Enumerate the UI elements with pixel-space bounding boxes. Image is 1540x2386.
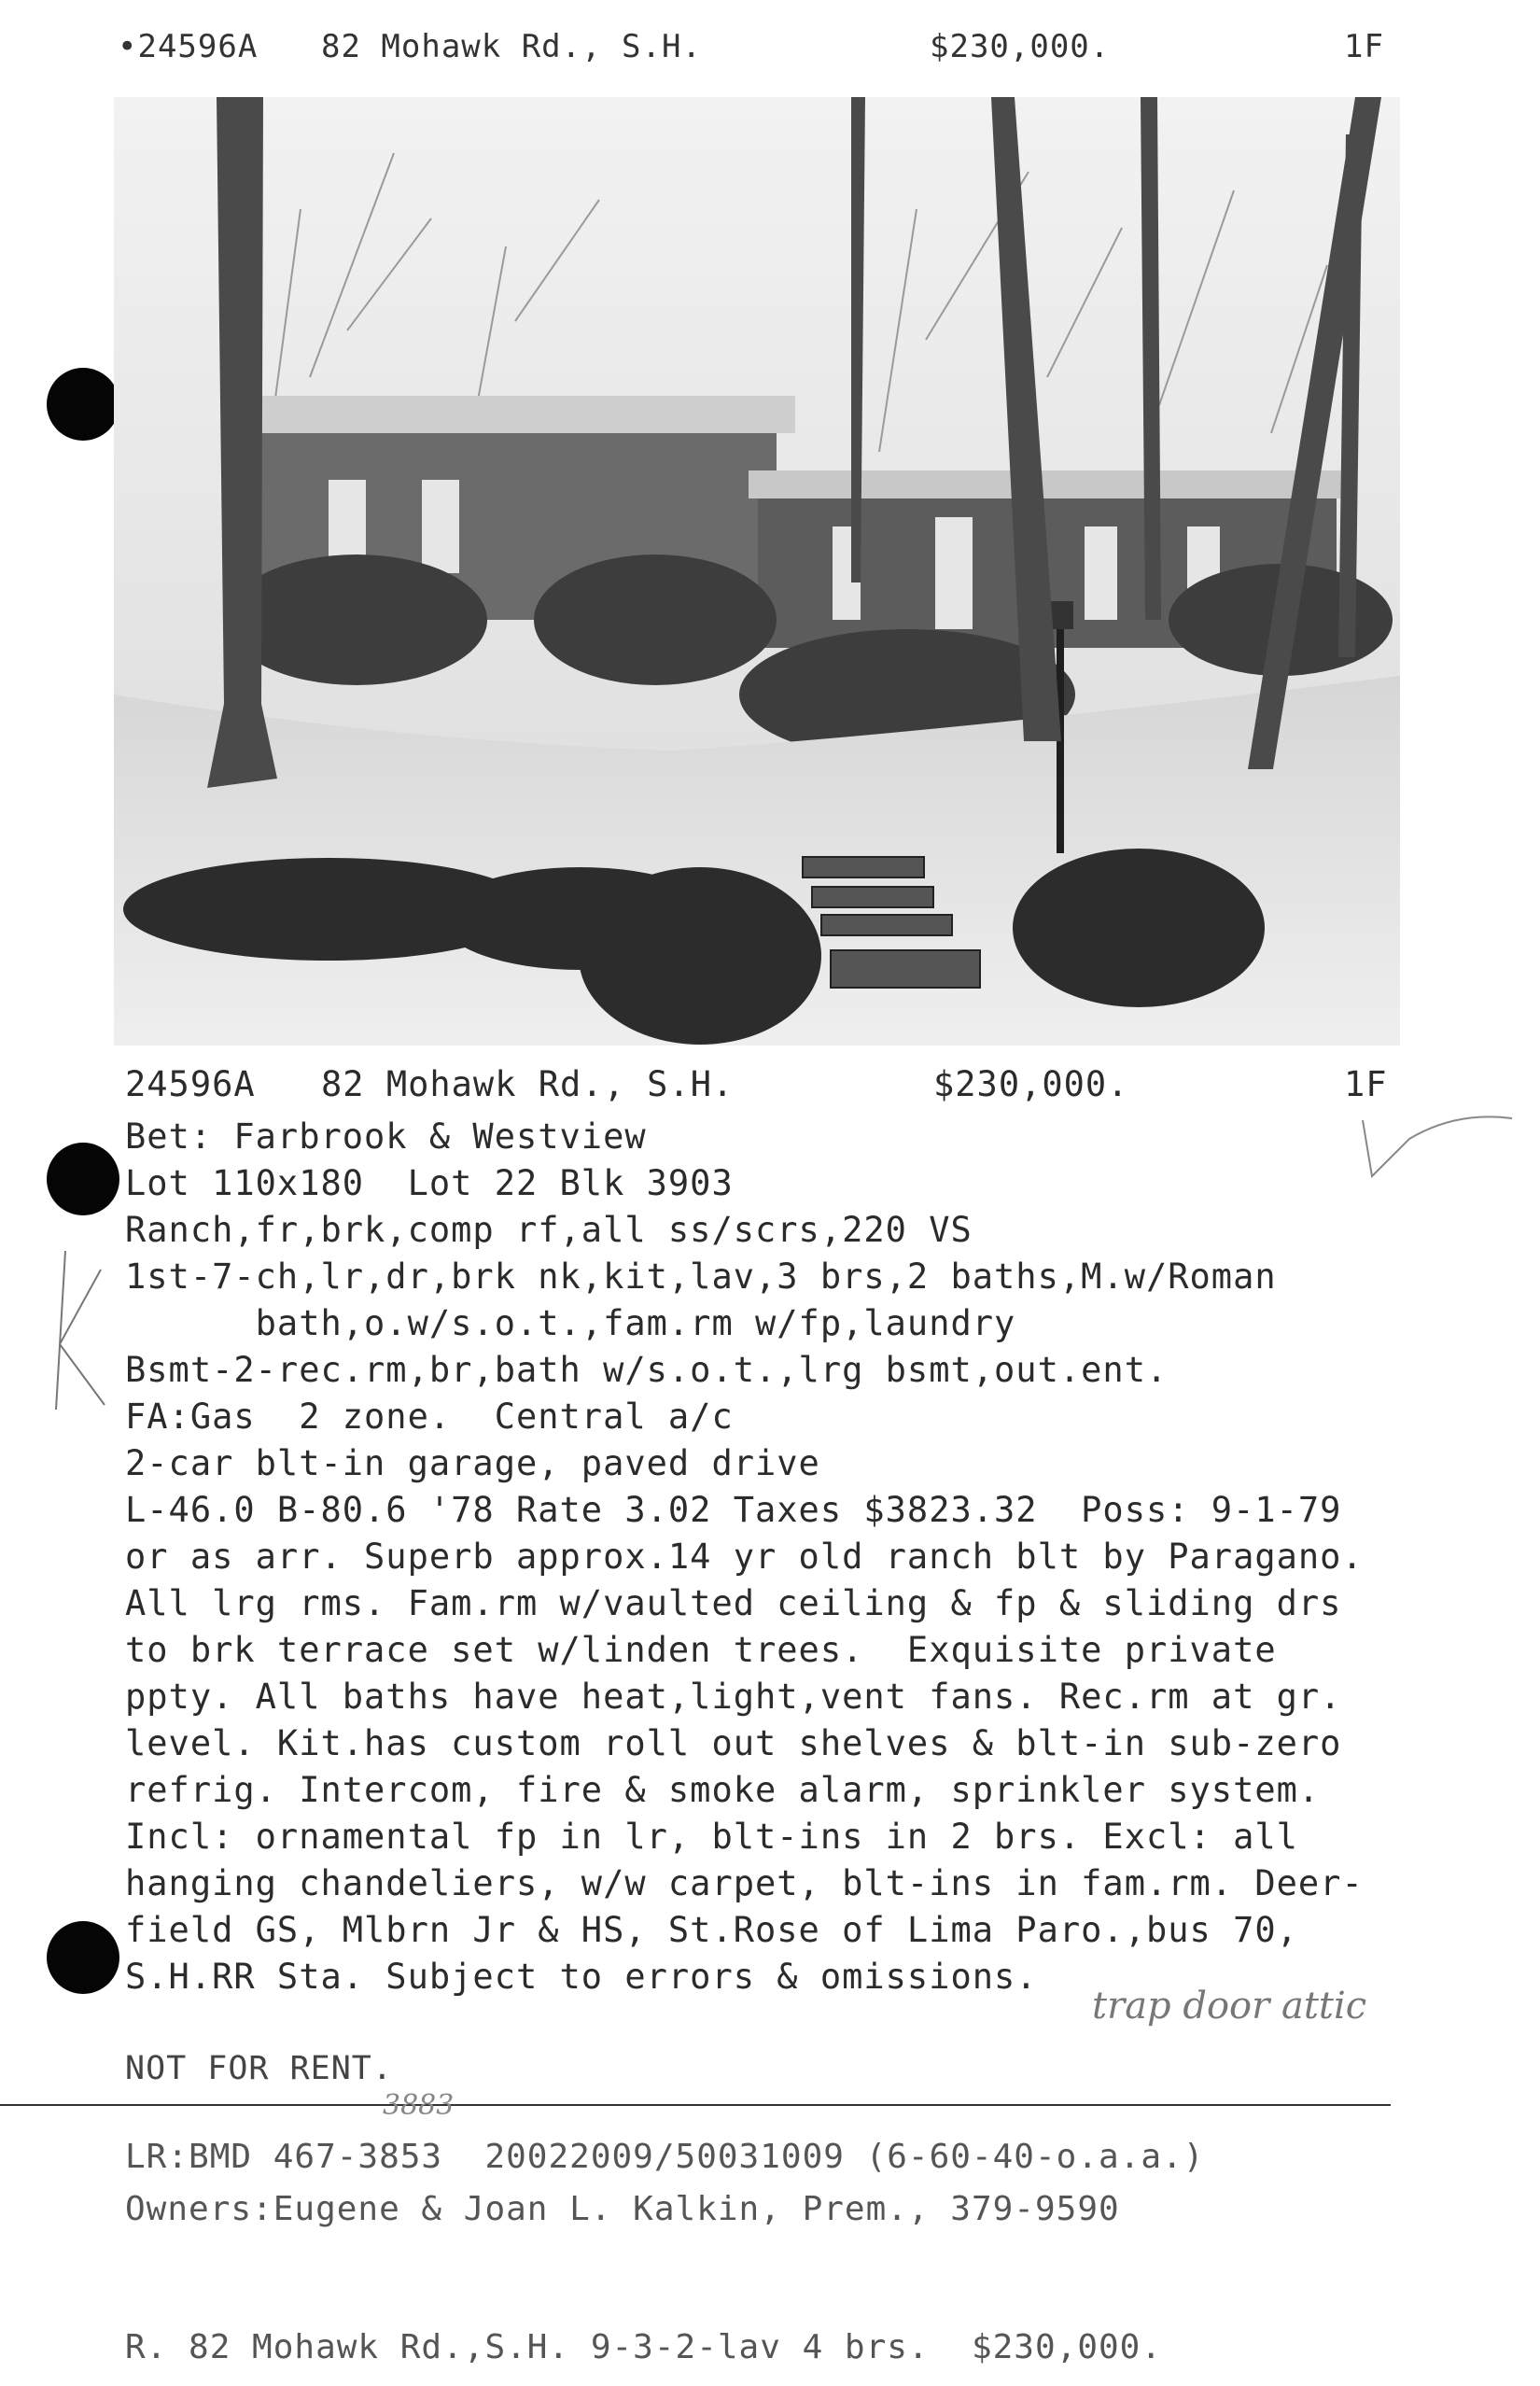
listing-text-line: FA:Gas 2 zone. Central a/c xyxy=(125,1397,734,1437)
listing-text-line: field GS, Mlbrn Jr & HS, St.Rose of Lima Paro.,bus 70, xyxy=(125,1910,1298,1950)
not-for-rent-note: NOT FOR RENT. xyxy=(125,2050,393,2087)
divider-rule xyxy=(0,2104,1391,2106)
listing-text-line: hanging chandeliers, w/w carpet, blt-ins in fam.rm. Deer- xyxy=(125,1863,1364,1903)
house-photo xyxy=(114,97,1400,1046)
handwritten-check-mark xyxy=(1353,1102,1521,1186)
listing-text-line: refrig. Intercom, fire & smoke alarm, sprinkler system. xyxy=(125,1770,1321,1810)
summary-line: R. 82 Mohawk Rd.,S.H. 9-3-2-lav 4 brs. $230,000. xyxy=(125,2328,1163,2366)
listing-text-line: bath,o.w/s.o.t.,fam.rm w/fp,laundry xyxy=(125,1303,1016,1343)
listing-text-line: ppty. All baths have heat,light,vent fans. Rec.rm at gr. xyxy=(125,1677,1342,1717)
listing-text-line: All lrg rms. Fam.rm w/vaulted ceiling & fp & sliding drs xyxy=(125,1583,1342,1623)
house-photo-illustration xyxy=(114,97,1400,1046)
listing-text-line: 2-car blt-in garage, paved drive xyxy=(125,1443,820,1483)
handwritten-note: trap door attic xyxy=(1092,1985,1367,2028)
listing-price: $230,000. xyxy=(933,1064,1129,1104)
listing-text-line: or as arr. Superb approx.14 yr old ranch blt by Paragano. xyxy=(125,1537,1364,1577)
punch-hole-middle xyxy=(47,1143,119,1215)
listing-text-line: level. Kit.has custom roll out shelves & blt-in sub-zero xyxy=(125,1723,1342,1763)
owners-line: Owners:Eugene & Joan L. Kalkin, Prem., 379-9590 xyxy=(125,2190,1120,2228)
header-address: 82 Mohawk Rd., S.H. xyxy=(321,28,702,65)
punch-hole-top xyxy=(47,368,119,441)
lr-line: LR:BMD 467-3853 20022009/50031009 (6-60-40-o.a.a.) xyxy=(125,2138,1205,2176)
listing-text-line: Bet: Farbrook & Westview xyxy=(125,1116,647,1157)
handwritten-number: 3883 xyxy=(383,2089,455,2122)
listing-number: 24596A xyxy=(125,1064,256,1104)
listing-text-line: Lot 110x180 Lot 22 Blk 3903 xyxy=(125,1163,734,1203)
header-price: $230,000. xyxy=(930,28,1111,65)
header-code: 1F xyxy=(1344,28,1384,65)
listing-code: 1F xyxy=(1344,1064,1388,1104)
listing-text-line: to brk terrace set w/linden trees. Exquisite private xyxy=(125,1630,1277,1670)
handwritten-k-mark xyxy=(28,1242,112,1419)
listing-text-line: S.H.RR Sta. Subject to errors & omissions. xyxy=(125,1957,1038,1997)
listing-address: 82 Mohawk Rd., S.H. xyxy=(321,1064,735,1104)
listing-text-line: Incl: ornamental fp in lr, blt-ins in 2 brs. Excl: all xyxy=(125,1817,1298,1857)
listing-text-line: L-46.0 B-80.6 '78 Rate 3.02 Taxes $3823.32 Poss: 9-1-79 xyxy=(125,1490,1342,1530)
punch-hole-bottom xyxy=(47,1921,119,1994)
listing-text-line: Bsmt-2-rec.rm,br,bath w/s.o.t.,lrg bsmt,out.ent. xyxy=(125,1350,1169,1390)
listing-text-line: 1st-7-ch,lr,dr,brk nk,kit,lav,3 brs,2 baths,M.w/Roman xyxy=(125,1256,1277,1297)
header-listing-number: •24596A xyxy=(118,28,259,65)
listing-text-line: Ranch,fr,brk,comp rf,all ss/scrs,220 VS xyxy=(125,1210,973,1250)
